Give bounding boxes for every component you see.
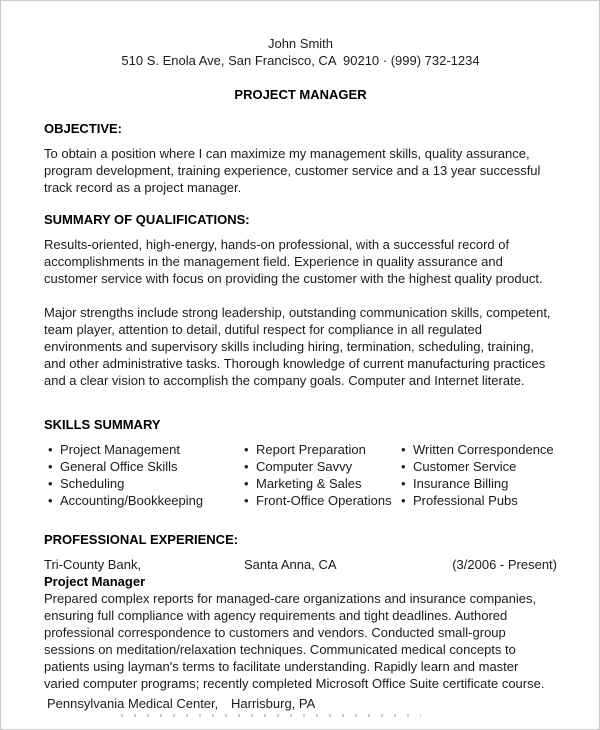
skill-label: Front-Office Operations — [256, 493, 392, 508]
skill-item — [397, 458, 557, 475]
skill-item — [44, 458, 240, 475]
skill-label: Accounting/Bookkeeping — [60, 493, 204, 508]
bullet-icon — [48, 441, 60, 458]
skill-label: Written Correspondence — [413, 442, 554, 457]
skills-column-1 — [44, 441, 240, 509]
skill-label: Customer Service — [413, 459, 517, 474]
skill-item — [240, 492, 397, 509]
skill-item — [44, 441, 240, 458]
job-location: Harrisburg, PA — [231, 696, 316, 711]
skill-label: Professional Pubs — [413, 493, 518, 508]
bullet-icon — [401, 492, 413, 509]
bullet-icon — [244, 441, 256, 458]
summary-paragraph-2: Major strengths include strong leadership, outstanding communication skills, competent, team player, attention to detail, dutiful respect for compliance in all regulated environments and supervisory skills including hiring, termination, scheduling, training, and other administrative tasks. Thorough knowledge of current manufacturing practices and a clear vision to accomplish the company goals. Computer and Internet literate. — [44, 305, 551, 388]
skills-column-3 — [397, 441, 557, 509]
skill-label: Computer Savvy — [256, 459, 353, 474]
objective-text: To obtain a position where I can maximize my management skills, quality assurance, program development, training experience, customer service and a 13 year successful track record as a project manager. — [44, 146, 541, 195]
skill-item — [397, 475, 557, 492]
job-company: Tri-County Bank, — [44, 557, 142, 572]
skill-label: Project Management — [60, 442, 180, 457]
job-header-row — [44, 556, 557, 573]
summary-paragraph-1: Results-oriented, high-energy, hands-on professional, with a successful record of accomplishments in the management field. Experience in quality assurance and customer service with focus on providing the customer with the highest quality product. — [44, 237, 543, 286]
section-heading-objective: OBJECTIVE: — [44, 121, 123, 136]
skill-item — [240, 441, 397, 458]
document-title: PROJECT MANAGER — [234, 87, 367, 102]
contact-name: John Smith — [267, 36, 334, 51]
bullet-icon — [401, 458, 413, 475]
section-heading-skills: SKILLS SUMMARY — [44, 417, 161, 432]
job-header-row — [44, 695, 557, 712]
job-description: Prepared complex reports for managed-care organizations and insurance companies, ensuring full compliance with agency requirements and tight deadlines. Authored professional correspondence to customers and vendors. Conducted small-group sessions on meditation/relaxation techniques. Communicated medical concepts to patients using layman's terms to facilitate understanding. Rapidly learn and master varied computer programs; recently completed Microsoft Office Suite certificate course. — [44, 591, 545, 691]
section-heading-summary: SUMMARY OF QUALIFICATIONS: — [44, 212, 250, 227]
job-role: Project Manager — [44, 574, 146, 589]
skill-label: Scheduling — [60, 476, 125, 491]
bullet-icon — [401, 441, 413, 458]
bullet-icon — [244, 458, 256, 475]
section-heading-experience: PROFESSIONAL EXPERIENCE: — [44, 532, 239, 547]
skills-column-2 — [240, 441, 397, 509]
job-dates: (3/2006 - Present) — [452, 557, 557, 572]
skill-label: Insurance Billing — [413, 476, 509, 491]
bullet-icon — [48, 492, 60, 509]
skill-label: General Office Skills — [60, 459, 178, 474]
bullet-icon — [244, 475, 256, 492]
bullet-icon — [401, 475, 413, 492]
skill-label: Report Preparation — [256, 442, 366, 457]
bullet-icon — [48, 458, 60, 475]
skill-item — [397, 492, 557, 509]
contact-address: 510 S. Enola Ave, San Francisco, CA 90210 · (999) 732-1234 — [121, 53, 480, 68]
skill-item — [240, 458, 397, 475]
clipped-text-line — [121, 714, 421, 717]
job-company: Pennsylvania Medical Center, — [47, 696, 219, 711]
skill-item — [44, 492, 240, 509]
bullet-icon — [48, 475, 60, 492]
skill-item — [44, 475, 240, 492]
skill-label: Marketing & Sales — [256, 476, 362, 491]
skill-item — [240, 475, 397, 492]
skills-grid — [44, 441, 557, 509]
bullet-icon — [244, 492, 256, 509]
skill-item — [397, 441, 557, 458]
job-location: Santa Anna, CA — [244, 557, 337, 572]
